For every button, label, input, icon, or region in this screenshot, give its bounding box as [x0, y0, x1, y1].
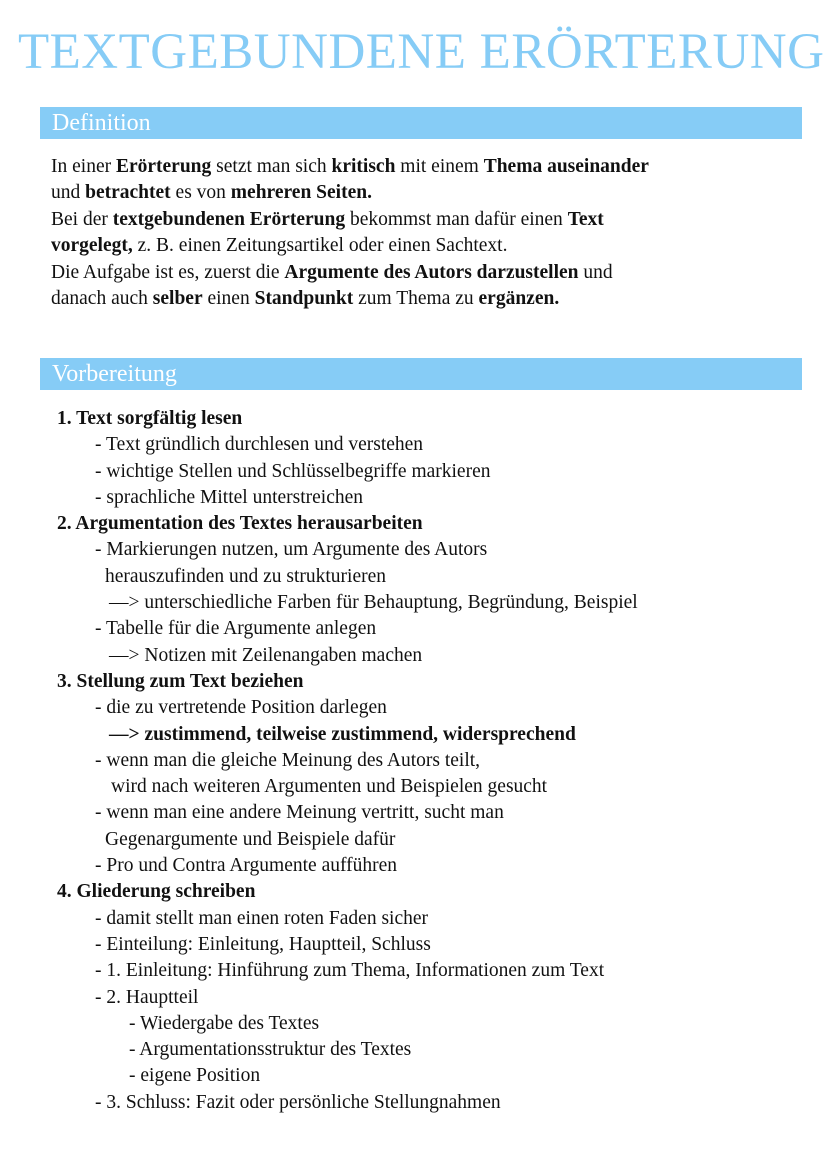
definition-keyword: Argumente des Autors darzustellen — [284, 261, 579, 283]
definition-text: bekommst man dafür einen — [345, 208, 568, 230]
step-heading: 1. Text sorgfältig lesen — [57, 408, 243, 429]
list-item: herauszufinden und zu strukturieren — [105, 565, 387, 587]
list-item: - damit stellt man einen roten Faden sicher — [95, 907, 429, 929]
list-item: —> Notizen mit Zeilenangaben machen — [109, 644, 423, 666]
list-item: - Markierungen nutzen, um Argumente des Autors — [95, 539, 488, 561]
list-item: - wenn man die gleiche Meinung des Autors teilt, — [95, 749, 481, 771]
step-heading: 2. Argumentation des Textes herausarbeiten — [57, 513, 423, 535]
definition-keyword: vorgelegt, — [51, 235, 133, 257]
step-heading: 4. Gliederung schreiben — [57, 881, 256, 903]
definition-keyword: Standpunkt — [254, 288, 354, 310]
step-heading: 3. Stellung zum Text beziehen — [57, 670, 304, 692]
list-item: - 3. Schluss: Fazit oder persönliche Stellungnahmen — [95, 1091, 501, 1113]
definition-keyword: Erörterung — [115, 156, 212, 177]
definition-text: und — [51, 182, 86, 204]
list-item: - 1. Einleitung: Hinführung zum Thema, Informationen zum Text — [95, 960, 605, 982]
list-item: - Text gründlich durchlesen und verstehen — [95, 434, 424, 456]
list-item: —> unterschiedliche Farben für Behauptung, Begründung, Beispiel — [109, 592, 638, 614]
list-item: wird nach weiteren Argumenten und Beispielen gesucht — [111, 776, 548, 798]
definition-text: z. B. einen Zeitungsartikel oder einen Sachtext. — [132, 235, 508, 257]
definition-paragraph — [51, 154, 811, 312]
section-header-preparation: Vorbereitung — [40, 358, 802, 390]
list-item: Gegenargumente und Beispiele dafür — [105, 828, 396, 850]
definition-keyword: ergänzen. — [478, 288, 560, 310]
definition-text: einen — [202, 288, 255, 310]
definition-text: danach auch — [51, 288, 153, 310]
definition-text: Die Aufgabe ist es, zuerst die — [51, 261, 285, 283]
list-item: - die zu vertretende Position darlegen — [95, 697, 387, 719]
list-item: - Pro und Contra Argumente aufführen — [95, 855, 398, 877]
definition-text: In einer — [51, 156, 116, 177]
definition-text: es von — [170, 182, 231, 204]
list-item: - Wiedergabe des Textes — [129, 1012, 320, 1034]
section-header-definition: Definition — [40, 107, 802, 139]
definition-line — [51, 260, 811, 286]
definition-keyword: kritisch — [331, 156, 396, 177]
definition-keyword: Thema auseinander — [483, 156, 649, 177]
definition-keyword: textgebundenen Erörterung — [112, 208, 346, 230]
preparation-list — [57, 406, 817, 1116]
definition-text: zum Thema zu — [353, 288, 479, 310]
definition-keyword: Text — [567, 208, 604, 230]
list-item: - wichtige Stellen und Schlüsselbegriffe markieren — [95, 460, 491, 482]
definition-line — [51, 207, 811, 233]
definition-line — [51, 154, 811, 180]
page-title: TEXTGEBUNDENE ERÖRTERUNG — [18, 24, 825, 80]
list-item: - wenn man eine andere Meinung vertritt, sucht man — [95, 802, 504, 824]
definition-text: setzt man sich — [211, 156, 332, 177]
list-item: - eigene Position — [129, 1065, 261, 1087]
definition-line — [51, 180, 811, 206]
list-item: - 2. Hauptteil — [95, 986, 199, 1008]
list-item: - sprachliche Mittel unterstreichen — [95, 486, 364, 508]
list-item: - Tabelle für die Argumente anlegen — [95, 618, 377, 640]
definition-keyword: betrachtet — [85, 182, 171, 204]
list-item: - Einteilung: Einleitung, Hauptteil, Schluss — [95, 933, 431, 955]
definition-text: Bei der — [51, 208, 113, 230]
definition-line — [51, 286, 811, 312]
list-item: - Argumentationsstruktur des Textes — [129, 1039, 412, 1061]
definition-text: mit einem — [395, 156, 484, 177]
definition-text: und — [578, 261, 613, 283]
definition-line — [51, 233, 811, 259]
list-item: —> zustimmend, teilweise zustimmend, widersprechend — [109, 723, 576, 745]
definition-keyword: selber — [152, 288, 203, 310]
definition-keyword: mehreren Seiten. — [230, 182, 372, 204]
